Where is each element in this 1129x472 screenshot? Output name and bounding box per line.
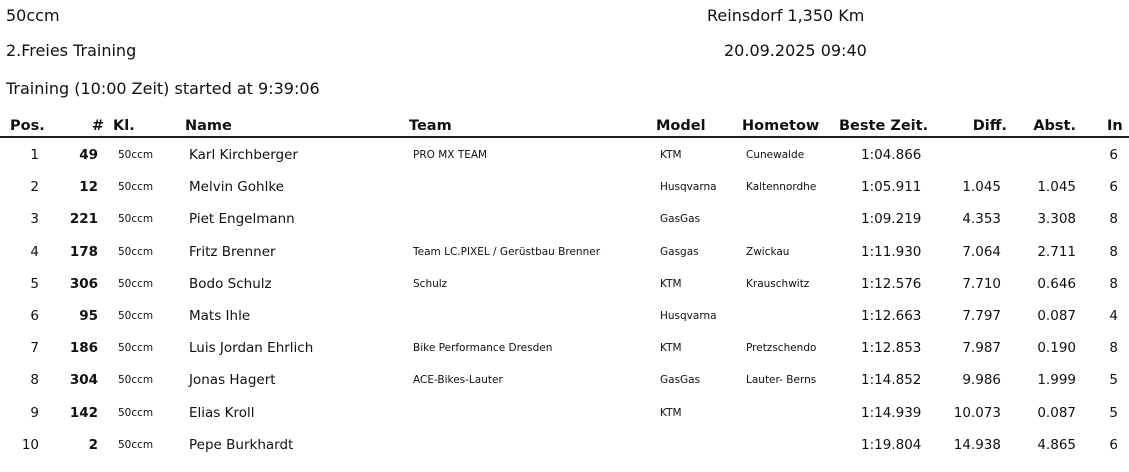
cell-gap: 0.190 [1037, 340, 1076, 357]
cell-number: 306 [69, 275, 98, 292]
cell-number: 186 [69, 340, 98, 357]
cell-team: PRO MX TEAM [413, 149, 488, 161]
class-title: 50ccm [6, 6, 60, 25]
cell-laps: 5 [1109, 404, 1118, 421]
cell-gap: 0.087 [1037, 404, 1076, 421]
cell-class: 50ccm [118, 374, 154, 387]
col-best-time: Beste Zeit. [839, 118, 929, 134]
cell-model: Husqvarna [660, 310, 717, 322]
col-number: # [91, 118, 104, 134]
cell-class: 50ccm [118, 149, 154, 161]
col-hometown: Hometow [742, 118, 820, 134]
cell-number: 178 [69, 243, 98, 260]
cell-number: 304 [69, 372, 98, 389]
cell-best-time: 1:14.939 [861, 404, 922, 421]
table-row [0, 405, 1129, 425]
col-laps: In [1107, 118, 1123, 134]
cell-model: KTM [660, 277, 682, 290]
cell-model: KTM [660, 149, 682, 161]
table-row [0, 179, 1129, 199]
cell-best-time: 1:11.930 [861, 243, 922, 260]
cell-laps: 6 [1109, 179, 1118, 196]
cell-best-time: 1:04.866 [861, 147, 922, 163]
cell-name: Mats Ihle [189, 308, 251, 324]
cell-hometown: Zwickau [746, 245, 790, 258]
cell-laps: 6 [1109, 436, 1118, 453]
cell-laps: 8 [1109, 275, 1118, 292]
cell-team: ACE-Bikes-Lauter [413, 374, 503, 387]
cell-gap: 4.865 [1037, 436, 1076, 453]
cell-diff: 7.797 [962, 308, 1001, 324]
cell-number: 49 [79, 147, 98, 163]
cell-laps: 8 [1109, 340, 1118, 357]
table-row [0, 308, 1129, 328]
col-model: Model [656, 118, 706, 134]
cell-best-time: 1:14.852 [861, 372, 922, 389]
cell-class: 50ccm [118, 181, 154, 194]
cell-name: Karl Kirchberger [189, 147, 298, 163]
cell-best-time: 1:09.219 [861, 211, 922, 228]
col-gap: Abst. [1033, 118, 1076, 134]
cell-number: 95 [79, 308, 98, 324]
cell-diff: 10.073 [953, 404, 1001, 421]
col-diff: Diff. [972, 118, 1007, 134]
cell-pos: 5 [30, 275, 39, 292]
cell-class: 50ccm [118, 213, 154, 226]
cell-model: Gasgas [660, 245, 699, 258]
cell-model: KTM [660, 342, 682, 355]
cell-laps: 5 [1109, 372, 1118, 389]
cell-diff: 14.938 [953, 436, 1001, 453]
cell-pos: 2 [30, 179, 39, 196]
cell-number: 221 [69, 211, 98, 228]
cell-pos: 10 [21, 436, 39, 453]
cell-pos: 3 [30, 211, 39, 228]
track-info: Reinsdorf 1,350 Km [707, 6, 865, 25]
cell-name: Luis Jordan Ehrlich [189, 340, 314, 357]
cell-number: 142 [69, 404, 98, 421]
col-name: Name [185, 118, 232, 134]
cell-hometown: Pretzschendo [746, 342, 817, 355]
cell-gap: 3.308 [1037, 211, 1076, 228]
cell-class: 50ccm [118, 438, 154, 451]
cell-number: 12 [79, 179, 98, 196]
cell-gap: 1.045 [1037, 179, 1076, 196]
cell-pos: 1 [30, 147, 39, 163]
cell-name: Elias Kroll [189, 404, 255, 421]
cell-team: Schulz [413, 277, 448, 290]
cell-model: GasGas [660, 213, 701, 226]
cell-pos: 7 [30, 340, 39, 357]
table-row [0, 276, 1129, 296]
table-row [0, 437, 1129, 457]
cell-name: Piet Engelmann [189, 211, 295, 228]
cell-name: Melvin Gohlke [189, 179, 284, 196]
session-start: Training (10:00 Zeit) started at 9:39:06 [6, 79, 320, 98]
cell-best-time: 1:12.576 [861, 275, 922, 292]
cell-class: 50ccm [118, 406, 154, 419]
cell-team: Bike Performance Dresden [413, 342, 553, 355]
col-class: Kl. [113, 118, 135, 134]
cell-model: Husqvarna [660, 181, 717, 194]
cell-team: Team LC.PIXEL / Gerüstbau Brenner [413, 245, 601, 258]
table-row [0, 372, 1129, 392]
cell-diff: 7.710 [962, 275, 1001, 292]
results-table-header [0, 118, 1129, 138]
cell-model: GasGas [660, 374, 701, 387]
cell-class: 50ccm [118, 245, 154, 258]
cell-name: Jonas Hagert [189, 372, 276, 389]
table-row [0, 244, 1129, 264]
table-row [0, 147, 1129, 167]
cell-laps: 6 [1109, 147, 1118, 163]
col-pos: Pos. [10, 118, 45, 134]
cell-laps: 8 [1109, 243, 1118, 260]
cell-diff: 4.353 [962, 211, 1001, 228]
cell-name: Pepe Burkhardt [189, 436, 294, 453]
session-title: 2.Freies Training [6, 41, 137, 60]
cell-diff: 7.987 [962, 340, 1001, 357]
table-row [0, 340, 1129, 360]
cell-class: 50ccm [118, 277, 154, 290]
cell-pos: 4 [30, 243, 39, 260]
cell-hometown: Kaltennordhe [746, 181, 817, 194]
cell-name: Bodo Schulz [189, 275, 272, 292]
cell-best-time: 1:12.663 [861, 308, 922, 324]
cell-hometown: Krauschwitz [746, 277, 810, 290]
cell-hometown: Lauter- Berns [746, 374, 817, 387]
cell-class: 50ccm [118, 342, 154, 355]
cell-diff: 9.986 [962, 372, 1001, 389]
cell-best-time: 1:12.853 [861, 340, 922, 357]
cell-number: 2 [88, 436, 98, 453]
cell-diff: 7.064 [962, 243, 1001, 260]
cell-gap: 1.999 [1037, 372, 1076, 389]
report-datetime: 20.09.2025 09:40 [724, 41, 867, 60]
cell-pos: 6 [30, 308, 39, 324]
cell-class: 50ccm [118, 310, 154, 322]
cell-best-time: 1:05.911 [861, 179, 922, 196]
cell-pos: 8 [30, 372, 39, 389]
col-team: Team [409, 118, 452, 134]
cell-gap: 0.087 [1037, 308, 1076, 324]
cell-gap: 0.646 [1037, 275, 1076, 292]
cell-model: KTM [660, 406, 682, 419]
table-row [0, 211, 1129, 231]
cell-best-time: 1:19.804 [861, 436, 922, 453]
cell-pos: 9 [30, 404, 39, 421]
cell-hometown: Cunewalde [746, 149, 805, 161]
cell-laps: 4 [1109, 308, 1118, 324]
cell-gap: 2.711 [1037, 243, 1076, 260]
cell-name: Fritz Brenner [189, 243, 276, 260]
cell-diff: 1.045 [962, 179, 1001, 196]
cell-laps: 8 [1109, 211, 1118, 228]
